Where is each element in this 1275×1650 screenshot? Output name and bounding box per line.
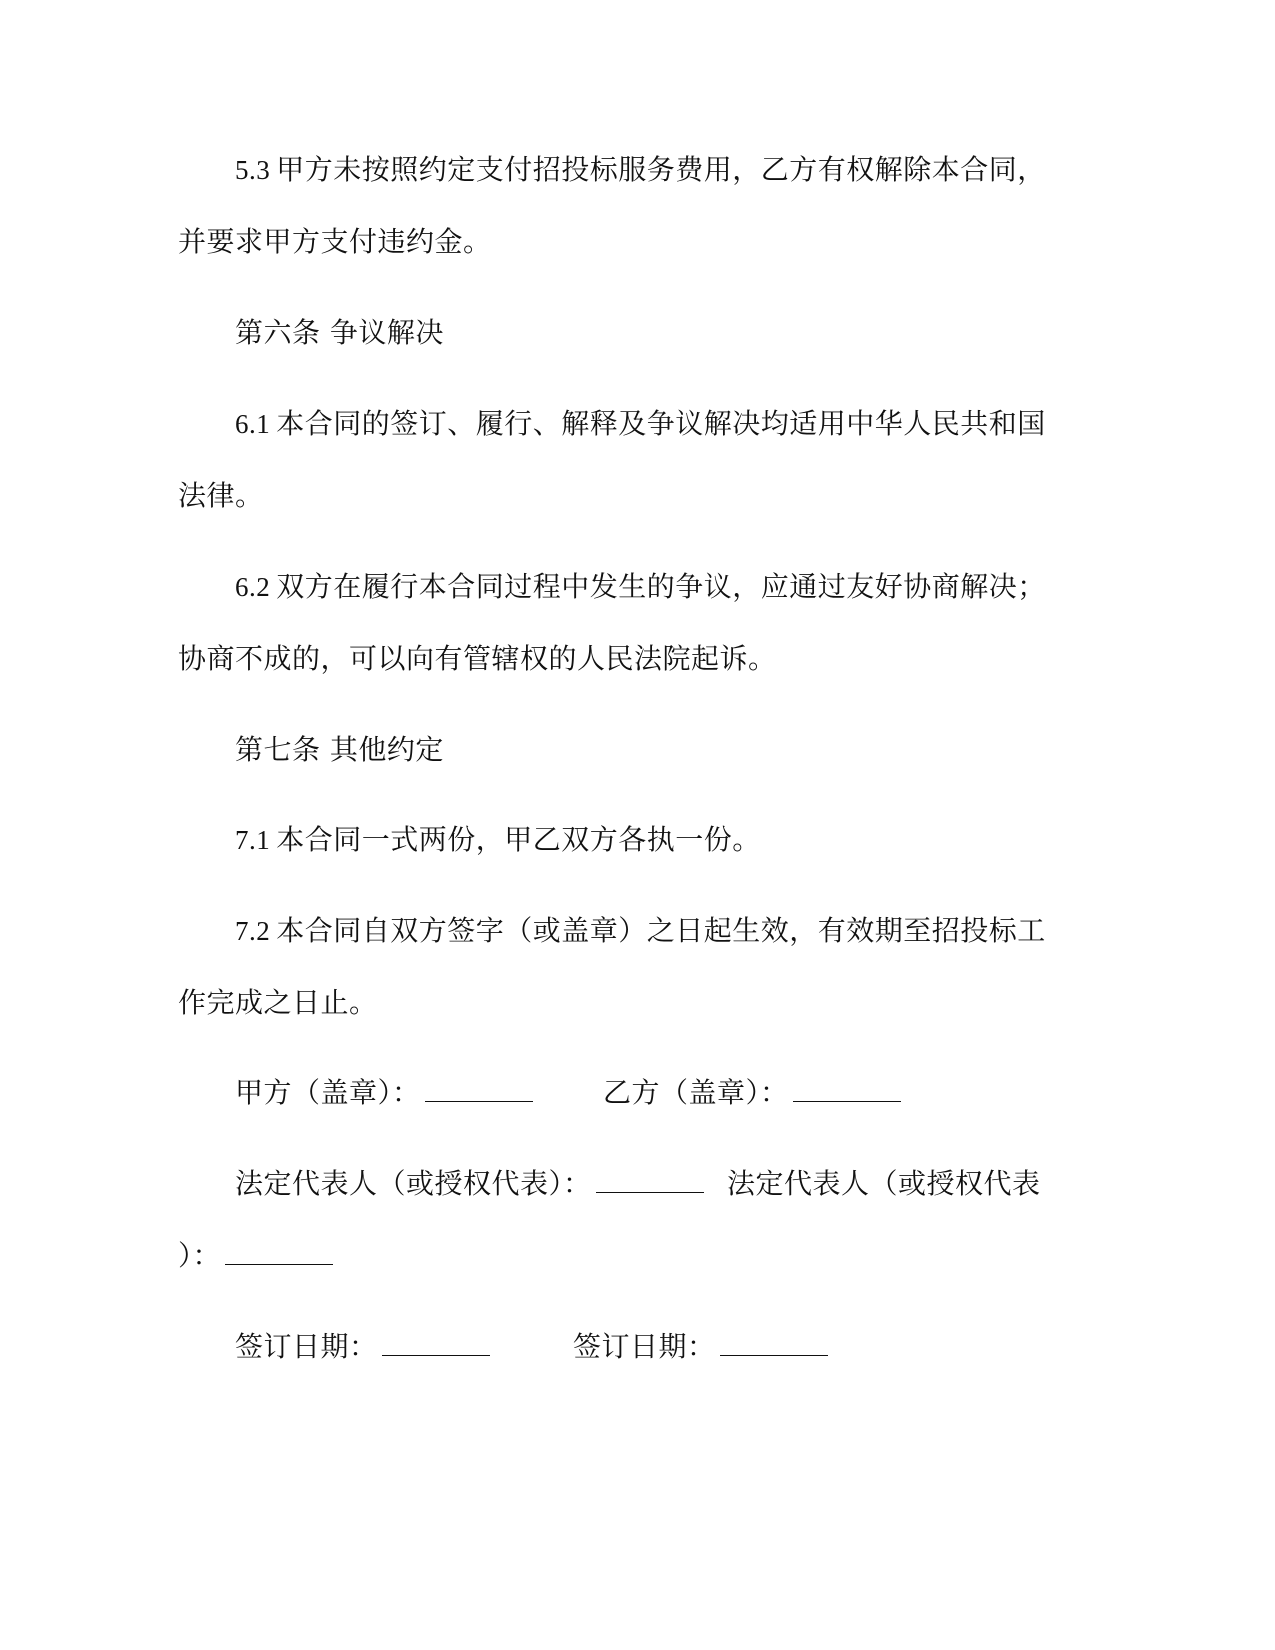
clause-5-3-line1: [235, 150, 1046, 190]
clause-text: 甲方未按照约定支付招投标服务费用，乙方有权解除本合同，: [276, 153, 1046, 186]
clause-number: 7.2: [235, 916, 271, 946]
clause-text: 本合同的签订、履行、解释及争议解决均适用中华人民共和国: [276, 407, 1046, 440]
party-a-date: [235, 1327, 490, 1367]
party-b-seal-label: 乙方（盖章）：: [603, 1076, 789, 1109]
clause-5-3-line2: 并要求甲方支付违约金。: [178, 225, 492, 258]
clause-text: 本合同一式两份，甲乙双方各执一份。: [276, 823, 761, 856]
party-a-rep-label: 法定代表人（或授权代表）：: [235, 1167, 592, 1200]
clause-number: 5.3: [235, 155, 271, 185]
party-a-seal: [235, 1073, 533, 1113]
clause-6-1-line1: [235, 404, 1046, 444]
party-a-seal-blank[interactable]: [425, 1075, 533, 1102]
clause-7-1-line1: [235, 820, 761, 860]
party-a-rep: [235, 1164, 704, 1204]
party-b-seal: [603, 1073, 901, 1113]
party-a-date-blank[interactable]: [382, 1329, 490, 1356]
party-b-date: [573, 1327, 828, 1367]
party-b-seal-blank[interactable]: [793, 1075, 901, 1102]
clause-6-2-line2: 协商不成的，可以向有管辖权的人民法院起诉。: [178, 642, 777, 675]
clause-7-2-line1: [235, 911, 1046, 951]
party-b-rep-line1: 法定代表人（或授权代表: [727, 1167, 1041, 1200]
party-b-rep-blank[interactable]: [225, 1238, 333, 1265]
clause-text: 本合同自双方签字（或盖章）之日起生效，有效期至招投标工: [276, 914, 1046, 947]
article-7-heading: 第七条 其他约定: [235, 733, 444, 766]
party-b-rep-label-end: ）：: [178, 1239, 222, 1272]
party-a-rep-blank[interactable]: [596, 1166, 704, 1193]
party-a-date-label: 签订日期：: [235, 1330, 378, 1363]
clause-number: 6.2: [235, 572, 271, 602]
clause-text: 双方在履行本合同过程中发生的争议，应通过友好协商解决；: [276, 570, 1046, 603]
clause-6-2-line1: [235, 567, 1046, 607]
party-b-date-blank[interactable]: [720, 1329, 828, 1356]
clause-6-1-line2: 法律。: [178, 479, 264, 512]
party-a-seal-label: 甲方（盖章）：: [235, 1076, 421, 1109]
clause-number: 7.1: [235, 825, 271, 855]
clause-number: 6.1: [235, 409, 271, 439]
clause-7-2-line2: 作完成之日止。: [178, 986, 378, 1019]
article-6-heading: 第六条 争议解决: [235, 316, 444, 349]
party-b-date-label: 签订日期：: [573, 1330, 716, 1363]
party-b-rep-line2: [178, 1236, 333, 1276]
